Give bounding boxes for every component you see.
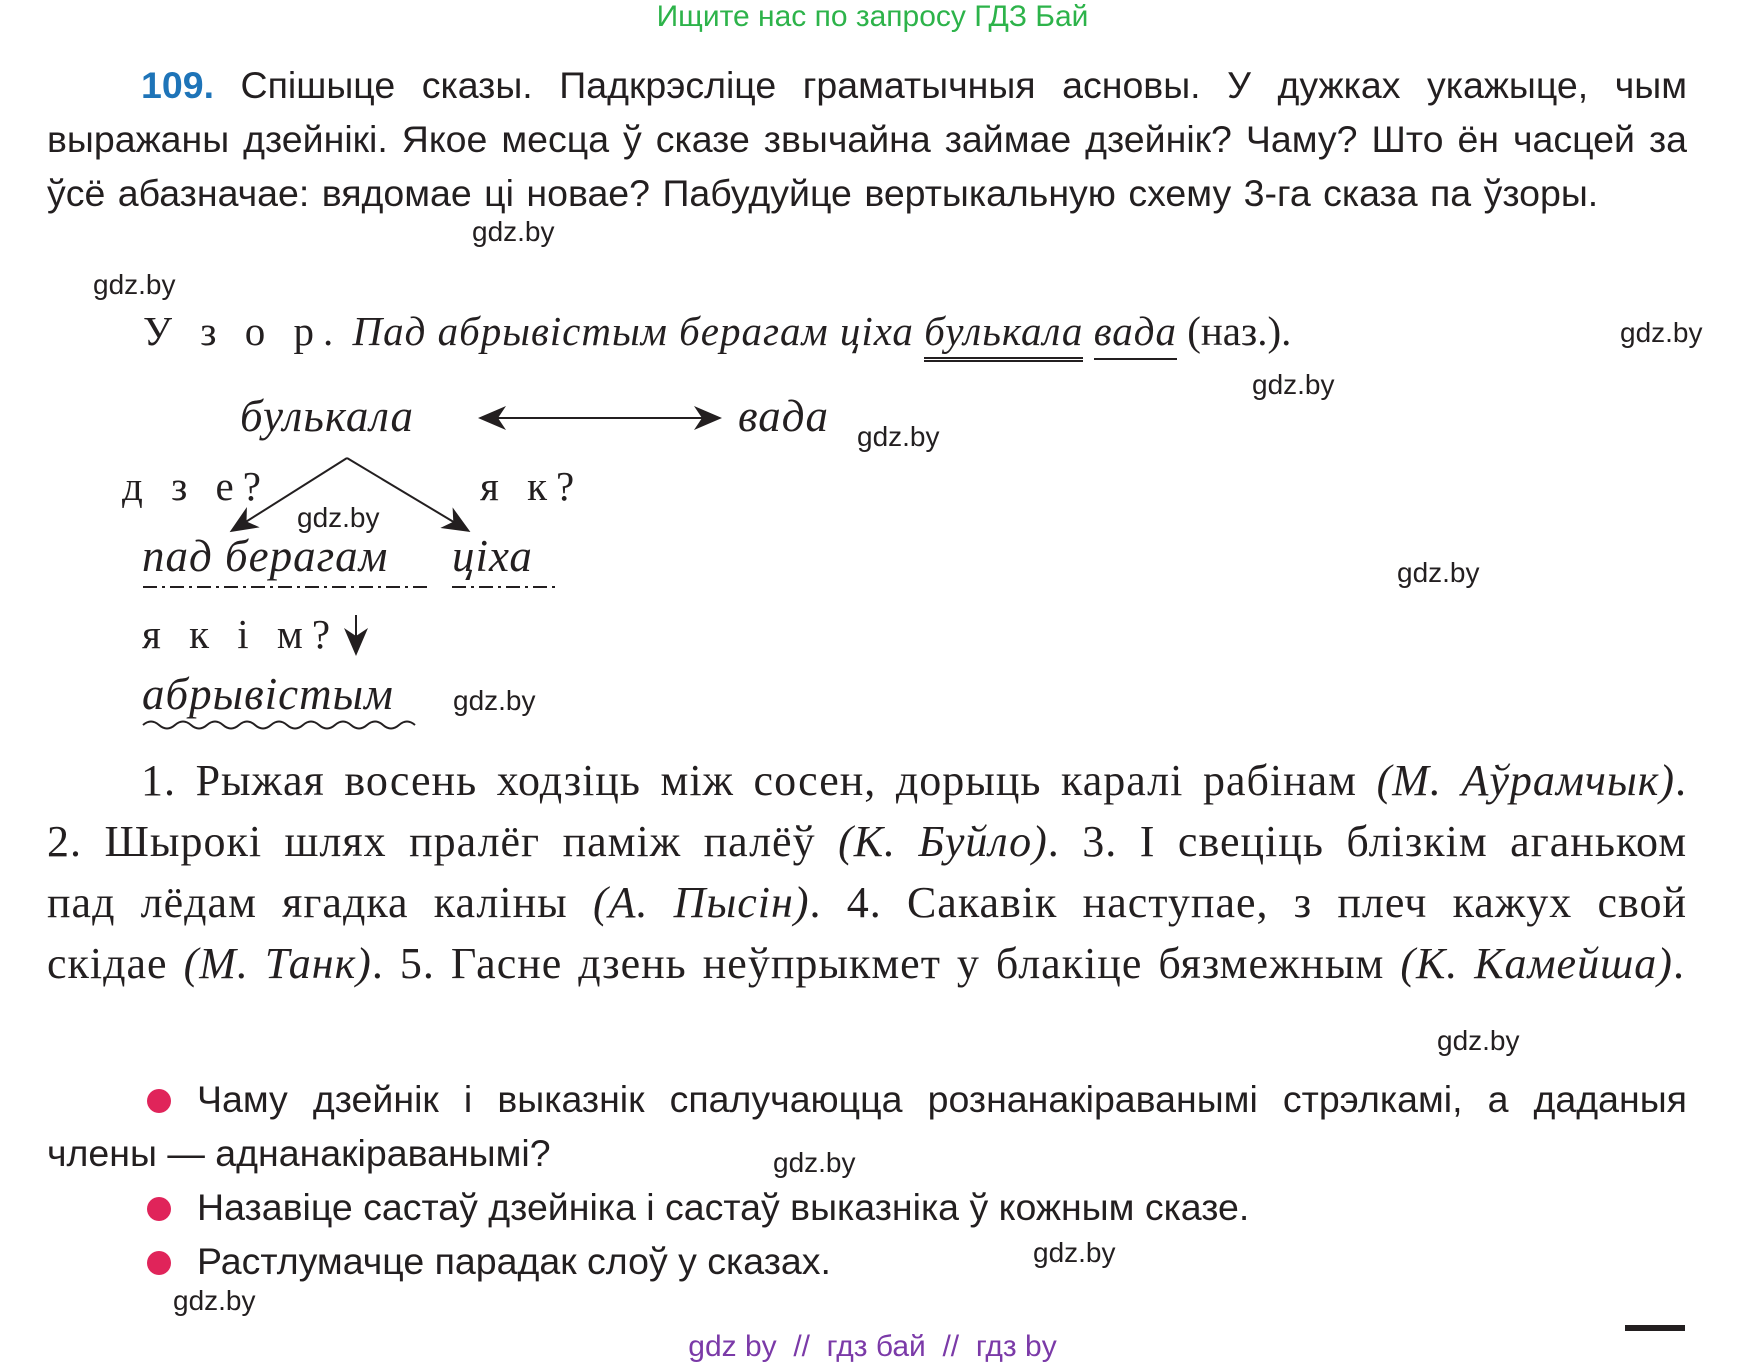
diagram-question-where: д з е? [122, 463, 270, 509]
wavy-underline [143, 722, 415, 729]
watermark: gdz.by [1437, 1025, 1520, 1056]
diagram-subject: вада [738, 391, 829, 441]
sentence-4-author: (М. Танк) [183, 939, 372, 988]
sentence-5-text: Гасне дзень неўпрыкмет у блакіце бязмежным [450, 939, 1385, 988]
question-item [47, 1234, 1687, 1288]
watermark: gdz.by [1252, 369, 1335, 400]
question-text: Растлумачце парадак слоў у сказах. [197, 1240, 831, 1282]
watermark: gdz.by [1620, 317, 1703, 348]
sentence-4-number: 4. [846, 878, 882, 927]
watermark: gdz.by [773, 1147, 856, 1178]
bullet-icon [147, 1197, 171, 1221]
question-text: Чаму дзейнік і выказнік спалучаюцца рознанакіраванымі стрэлкамі, а даданыя члены — аднанакіраванымі? [47, 1078, 1687, 1174]
sentence-1-number: 1. [141, 756, 176, 805]
watermark: gdz.by [93, 269, 176, 300]
sentence-2-text: Шырокі шлях пралёг паміж палёў [104, 817, 816, 866]
bullet-icon [147, 1089, 171, 1113]
sentence-3-number: 3. [1082, 817, 1118, 866]
pattern-subject: вада [1094, 308, 1177, 360]
pattern-text: Пад абрывістым берагам ціха [352, 308, 914, 354]
sentence-1-author: (М. Аўрамчык) [1376, 756, 1675, 805]
page-number-fragment [1625, 1325, 1685, 1339]
pattern-note: (наз.). [1187, 308, 1292, 354]
sentence-4-text: Сакавік наступае, з плеч кажух свой скідае [47, 878, 1688, 988]
sentence-2-number: 2. [47, 817, 82, 866]
footer-links: gdz by // гдз бай // гдз by [688, 1330, 1057, 1363]
question-item [47, 1072, 1687, 1180]
diagram-attribute: абрывістым [142, 669, 394, 719]
pattern-label: У з о р. [143, 308, 343, 354]
question-list [47, 1072, 1687, 1288]
watermark: gdz.by [1033, 1237, 1116, 1268]
sentence-3-text: І свеціць блізкім аганьком пад лёдам ягадка каліны [47, 817, 1688, 927]
sentence-5-author: (К. Камейша) [1400, 939, 1673, 988]
watermark: gdz.by [297, 502, 380, 533]
watermark: gdz.by [1397, 557, 1480, 588]
watermark: gdz.by [453, 685, 536, 716]
watermark: gdz.by [857, 421, 940, 452]
diagram-question-how: я к? [480, 463, 584, 509]
watermark: gdz.by [173, 1285, 256, 1316]
top-banner: Ищите нас по запросу ГДЗ Бай [656, 0, 1089, 33]
diagram-question-which: я к і м? [142, 611, 340, 657]
diagram-adverbial-word: ціха [452, 531, 533, 581]
sentence-5-number: 5. [399, 939, 435, 988]
task-text: Спішыце сказы. Падкрэсліце граматычныя асновы. У дужках укажыце, чым выражаны дзейнікі. Якое месца ў сказе звычайна займае дзейнік? Чаму? Што ён часцей за ўсё абазначае: вядомае ці новае? Пабудуйце вертыкальную схему 3-га сказа па ўзоры. [47, 64, 1687, 214]
diagram-predicate: булькала [240, 391, 415, 441]
sentence-2-author: (К. Буйло) [838, 817, 1048, 866]
task-number: 109. [141, 64, 214, 106]
bullet-icon [147, 1251, 171, 1275]
sentences: 1. Рыжая восень ходзіць між сосен, дорыць каралі рабінам (М. Аўрамчык). 2. Шырокі шлях пралёг паміж палёў (К. Буйло). 3. І свеціць блізкім аганьком пад лёдам ягадка каліны (А. Пысін). 4. Сакавік наступае, з плеч кажух свой скідае (М. Танк). 5. Гасне дзень неўпрыкмет у блакіце бязмежным (К. Камейша). [47, 756, 1688, 988]
sentence-1-text: Рыжая восень ходзіць між сосен, дорыць каралі рабінам [195, 756, 1358, 805]
diagram-adverbial-phrase: пад берагам [142, 531, 389, 581]
question-item [47, 1180, 1687, 1234]
question-text: Назавіце састаў дзейніка і састаў выказніка ў кожным сказе. [197, 1186, 1250, 1228]
sentence-3-author: (А. Пысін) [592, 878, 810, 927]
pattern-predicate: булькала [924, 308, 1083, 362]
watermark: gdz.by [472, 216, 555, 247]
